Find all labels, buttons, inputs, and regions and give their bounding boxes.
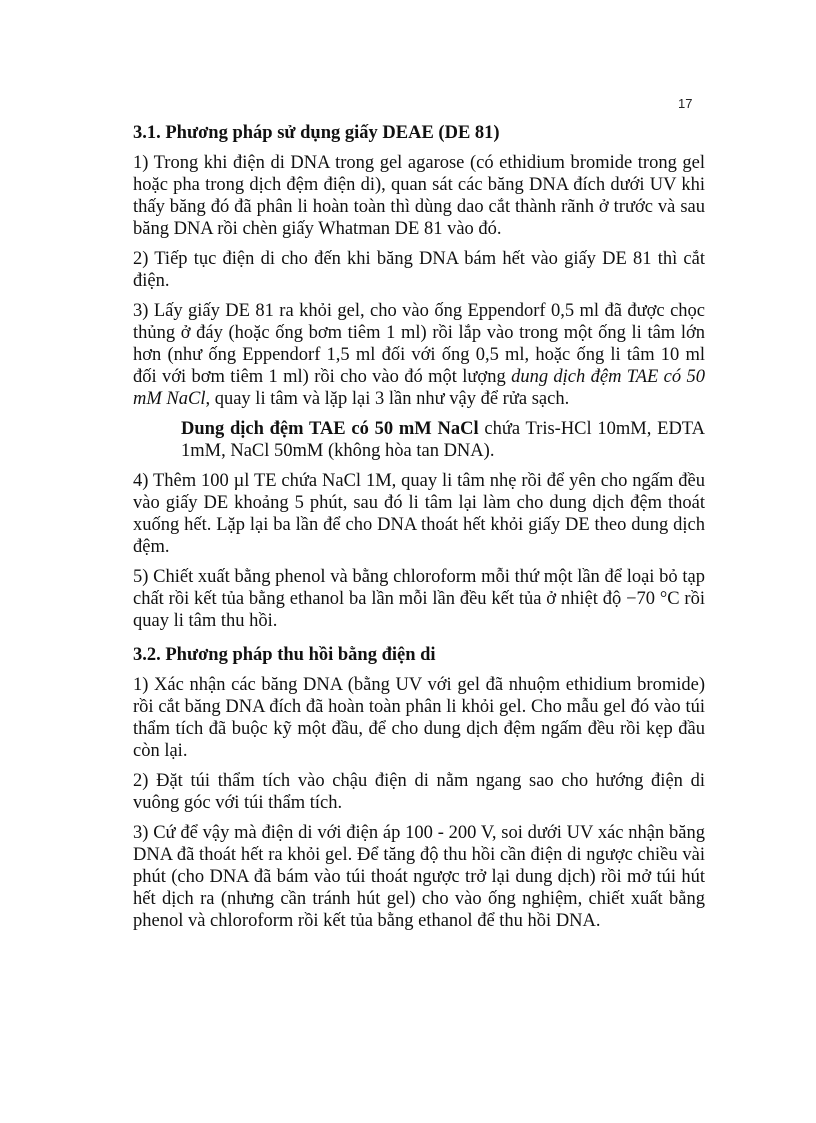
page-content: [133, 122, 705, 940]
buffer-note-rest: chứa Tris-HCl 10mM, EDTA 1mM, NaCl 50mM (không hòa tan DNA).: [181, 419, 705, 461]
section-heading-3-2: 3.2. Phương pháp thu hồi bằng điện di: [133, 645, 436, 665]
section-heading-3-1: 3.1. Phương pháp sử dụng giấy DEAE (DE 81): [133, 123, 500, 143]
paragraph-3-2-step-1: 1) Xác nhận các băng DNA (bằng UV với gel đã nhuộm ethidium bromide) rồi cắt băng DNA đích đã hoàn toàn phân li khỏi gel. Cho mẫu gel đó vào túi thẩm tích đã buộc kỹ một đầu, để cho dung dịch đệm ngấm đều rồi kẹp đầu còn lại.: [133, 675, 705, 761]
step-3-text-end: , quay li tâm và lặp lại 3 lần như vậy để rửa sạch.: [205, 389, 570, 409]
paragraph-3-1-step-1: 1) Trong khi điện di DNA trong gel agarose (có ethidium bromide trong gel hoặc pha trong dịch đệm điện di), quan sát các băng DNA đích dưới UV khi thấy băng đó đã phân li hoàn toàn thì dùng dao cắt thành rãnh ở trước và sau băng DNA rồi chèn giấy Whatman DE 81 vào đó.: [133, 153, 705, 239]
buffer-note-term: Dung dịch đệm TAE có 50 mM NaCl: [181, 419, 479, 439]
step-3-italic-term: dung dịch đệm TAE có 50 mM NaCl: [133, 367, 706, 409]
paragraph-3-2-step-3: 3) Cứ để vậy mà điện di với điện áp 100 - 200 V, soi dưới UV xác nhận băng DNA đã thoát hết ra khỏi gel. Để tăng độ thu hồi cần điện di ngược chiều vài phút (cho DNA đã bám vào túi thoát ngược trở lại dung dịch) rồi mở túi hút hết dịch ra (nhưng cần tránh hút gel) cho vào ống nghiệm, chiết xuất bằng phenol và chloroform rồi kết tủa bằng ethanol để thu hồi DNA.: [133, 823, 705, 931]
paragraph-3-2-step-2: 2) Đặt túi thẩm tích vào chậu điện di nằm ngang sao cho hướng điện di vuông góc với túi thẩm tích.: [133, 771, 705, 813]
page-number: 17: [678, 96, 693, 111]
buffer-note: [133, 418, 705, 462]
paragraph-3-1-step-4: 4) Thêm 100 µl TE chứa NaCl 1M, quay li tâm nhẹ rồi để yên cho ngấm đều vào giấy DE khoảng 5 phút, sau đó li tâm lại làm cho dung dịch đệm thoát xuống hết. Lặp lại ba lần để cho DNA thoát hết khỏi giấy DE theo dung dịch đệm.: [133, 471, 705, 557]
paragraph-3-1-step-2: 2) Tiếp tục điện di cho đến khi băng DNA bám hết vào giấy DE 81 thì cắt điện.: [133, 249, 705, 291]
paragraph-3-1-step-5: 5) Chiết xuất bằng phenol và bằng chloroform mỗi thứ một lần để loại bỏ tạp chất rồi kết tủa bằng ethanol ba lần mỗi lần đều kết tủa ở nhiệt độ −70 °C rồi quay li tâm thu hồi.: [133, 567, 705, 631]
step-3-text: 3) Lấy giấy DE 81 ra khỏi gel, cho vào ống Eppendorf 0,5 ml đã được chọc thủng ở đáy (hoặc ống bơm tiêm 1 ml) rồi lắp vào trong một ống li tâm lớn hơn (như ống Eppendorf 1,5 ml đối với ống 0,5 ml, hoặc ống li tâm 10 ml đối với bơm tiêm 1 ml) rồi cho vào đó một lượng: [133, 301, 705, 387]
paragraph-3-1-step-3: [133, 300, 705, 410]
